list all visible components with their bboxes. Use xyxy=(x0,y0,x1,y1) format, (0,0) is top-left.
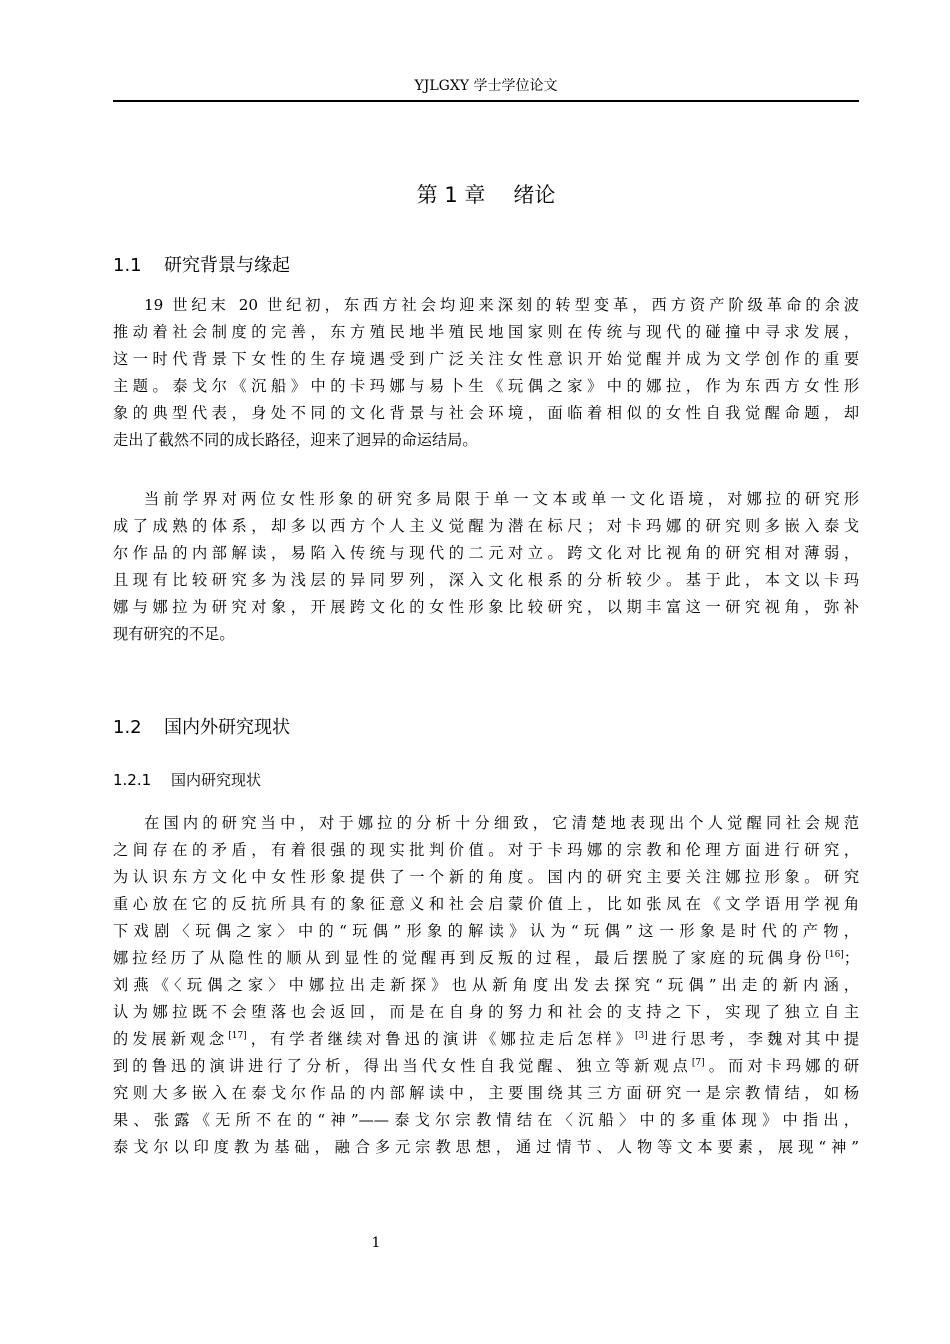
text-line: 这一时代背景下女性的生存境遇受到广泛关注女性意识开始觉醒并成为文学创作的重要 xyxy=(113,350,859,368)
text-line: 果、张露《无所不在的“神”——泰戈尔宗教情结在〈沉船〉中的多重体现》中指出， xyxy=(113,1111,859,1129)
text-line: 当前学界对两位女性形象的研究多局限于单一文本或单一文化语境，对娜拉的研究形 xyxy=(144,490,859,508)
text-line: 娜与娜拉为研究对象，开展跨文化的女性形象比较研究，以期丰富这一研究视角，弥补 xyxy=(113,598,859,616)
text-line: 尔作品的内部解读，易陷入传统与现代的二元对立。跨文化对比视角的研究相对薄弱， xyxy=(113,544,859,562)
section-heading-1-1 xyxy=(113,253,290,279)
citation-ref: [17] xyxy=(228,1030,247,1041)
chapter-heading xyxy=(113,180,859,210)
text-run: ； xyxy=(843,949,859,967)
text-line xyxy=(113,1026,859,1053)
subsection-title: 国内研究现状 xyxy=(171,771,262,789)
text-line: 19 世纪末 20 世纪初，东西方社会均迎来深刻的转型变革，西方资产阶级革命的余波 xyxy=(144,296,859,314)
text-line: 走出了截然不同的成长路径，迎来了迥异的命运结局。 xyxy=(113,431,478,449)
text-line: 认为娜拉既不会堕落也会返回，而是在自身的努力和社会的支持之下，实现了独立自主 xyxy=(113,1003,859,1021)
text-line: 重心放在它的反抗所具有的象征意义和社会启蒙价值上，比如张凤在《文学语用学视角 xyxy=(113,895,859,913)
text-run: 到的鲁迅的演讲进行了分析，得出当代女性自我觉醒、独立等新观点 xyxy=(113,1057,692,1075)
text-run: 进行思考，李魏对其中提 xyxy=(647,1030,860,1048)
citation-ref: [7] xyxy=(691,1057,705,1068)
paragraph-1-1-a xyxy=(113,292,859,454)
text-line: 推动着社会制度的完善，东方殖民地半殖民地国家则在传统与现代的碰撞中寻求发展， xyxy=(113,323,859,341)
text-line: 之间存在的矛盾，有着很强的现实批判价值。对于卡玛娜的宗教和伦理方面进行研究， xyxy=(113,841,859,859)
section-number: 1.2 xyxy=(113,717,142,738)
text-line: 刘燕《〈玩偶之家〉中娜拉出走新探》也从新角度出发去探究“玩偶”出走的新内涵， xyxy=(113,976,859,994)
text-line: 为认识东方文化中女性形象提供了一个新的角度。国内的研究主要关注娜拉形象。研究 xyxy=(113,868,859,886)
paragraph-1-1-b xyxy=(113,486,859,648)
text-line xyxy=(113,1053,859,1080)
text-line: 象的典型代表，身处不同的文化背景与社会环境，面临着相似的女性自我觉醒命题，却 xyxy=(113,404,859,422)
section-heading-1-2 xyxy=(113,715,290,741)
section-title: 国内外研究现状 xyxy=(164,717,290,738)
page-number: 1 xyxy=(371,1235,381,1251)
citation-ref: [3] xyxy=(634,1030,648,1041)
text-run: 娜拉经历了从隐性的顺从到显性的觉醒再到反叛的过程，最后摆脱了家庭的玩偶身份 xyxy=(113,949,826,967)
header-rule xyxy=(113,100,859,102)
text-line: 现有研究的不足。 xyxy=(113,625,235,643)
text-line: 成了成熟的体系，却多以西方个人主义觉醒为潜在标尺；对卡玛娜的研究则多嵌入泰戈 xyxy=(113,517,859,535)
text-line: 下戏剧〈玩偶之家〉中的“玩偶”形象的解读》认为“玩偶”这一形象是时代的产物， xyxy=(113,922,859,940)
chapter-title: 绪论 xyxy=(513,183,556,207)
text-run: ，有学者继续对鲁迅的演讲《娜拉走后怎样》 xyxy=(246,1030,635,1048)
subsection-number: 1.2.1 xyxy=(113,771,152,789)
text-run: 。而对卡玛娜的研 xyxy=(704,1057,860,1075)
running-header: YJLGXY 学士学位论文 xyxy=(414,78,558,94)
text-line xyxy=(113,945,859,972)
paragraph-1-2-1 xyxy=(113,810,859,1161)
text-line: 且现有比较研究多为浅层的异同罗列，深入文化根系的分析较少。基于此，本文以卡玛 xyxy=(113,571,859,589)
text-line: 在国内的研究当中，对于娜拉的分析十分细致，它清楚地表现出个人觉醒同社会规范 xyxy=(144,814,859,832)
text-line: 泰戈尔以印度教为基础，融合多元宗教思想，通过情节、人物等文本要素，展现“神” xyxy=(113,1138,859,1156)
citation-ref: [16] xyxy=(825,949,844,960)
chapter-number: 第 1 章 xyxy=(416,183,486,207)
text-run: 的发展新观念 xyxy=(113,1030,229,1048)
text-line: 主题。泰戈尔《沉船》中的卡玛娜与易卜生《玩偶之家》中的娜拉，作为东西方女性形 xyxy=(113,377,859,395)
section-number: 1.1 xyxy=(113,255,142,276)
text-line: 究则大多嵌入在泰戈尔作品的内部解读中，主要围绕其三方面研究一是宗教情结，如杨 xyxy=(113,1084,859,1102)
subsection-heading-1-2-1 xyxy=(113,769,261,791)
section-title: 研究背景与缘起 xyxy=(164,255,290,276)
